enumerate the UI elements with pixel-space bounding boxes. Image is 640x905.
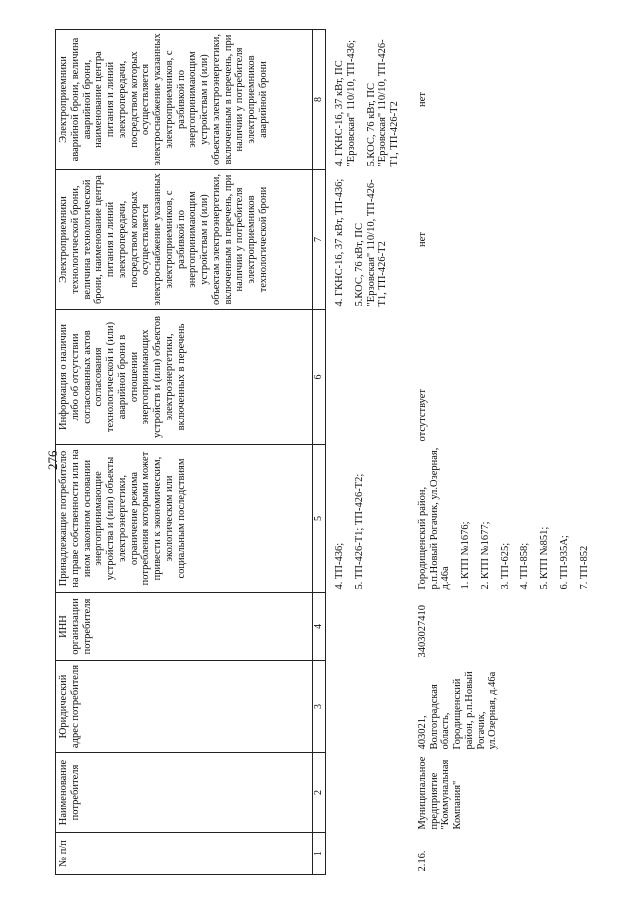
continuation-emergency-line: 4. ГКНС-16, 37 кВт, ПС "Ерзовская" 110/10, ТП-436; xyxy=(334,39,357,167)
entry-acts: отсутствует xyxy=(416,388,428,442)
continuation-emergency-line: 5.КОС, 76 кВт, ПС "Ерзовская" 110/10, ТП-426-Т1, ТП-426-Т2 xyxy=(365,39,400,167)
column-number: 1 xyxy=(313,833,326,875)
header-inn: ИНН организации потребителя xyxy=(56,593,313,661)
column-number: 8 xyxy=(313,30,326,170)
entry-tech-reserve: нет xyxy=(416,232,428,247)
entry-address: 403021, Волгоградская область, Городищенский район, р.п.Новый Рогачик, ул.Озерная, д.46а xyxy=(416,671,499,750)
header-objects: Принадлежащие потребителю на праве собственности или на ином законном основании энергопринимающие устройства и (или) объекты электроэнергетики, ограничение режима потребления которыми может привести к экономическим, экологическим или социальным последствиям xyxy=(56,445,313,593)
continuation-objects xyxy=(326,445,411,593)
document-sheet xyxy=(55,30,625,875)
continuation-tech-line: 5.КОС, 76 кВт, ПС "Ерзовская" 110/10, ТП-426-Т1, ТП-426-Т2 xyxy=(353,179,389,307)
column-number: 6 xyxy=(313,310,326,445)
continuation-object-line: 5. ТП-426-Т1; ТП-426-Т2; xyxy=(353,473,365,590)
column-number: 2 xyxy=(313,753,326,833)
column-number: 4 xyxy=(313,593,326,661)
continuation-row xyxy=(326,30,411,875)
entry-object-line: 1. КТП №1676; xyxy=(460,521,471,590)
entry-inn: 3403027410 xyxy=(416,605,428,658)
column-number: 5 xyxy=(313,445,326,593)
entry-object-line: 4. ТП-858; xyxy=(519,542,531,590)
entry-objects xyxy=(411,445,601,593)
entry-emergency-reserve: нет xyxy=(416,92,428,107)
entry-object-line: 2. КТП №1677; xyxy=(479,521,491,590)
entry-name: Муниципальное предприятие "Коммунальная Компания" xyxy=(416,756,463,830)
header-row xyxy=(56,30,313,875)
header-acts: Информация о наличии либо об отсутствии согласованных актов согласования технологической и (или) аварийной брони в отношении энергопринимающих устройств и (или) объектов электроэнергетики, включенных в перечень xyxy=(56,310,313,445)
column-number-row xyxy=(313,30,326,875)
entry-object-line: 6. ТП-935А; xyxy=(558,535,570,590)
entry-number: 2.16. xyxy=(416,850,428,872)
continuation-tech-reserve xyxy=(326,170,411,310)
continuation-emergency-reserve xyxy=(326,30,411,170)
header-emergency-reserve: Электроприемники аварийной брони, величина аварийной брони, наименование центра питания и линий электропередачи, посредством которых осуществляется электроснабжение указанных электроприемников, с разбивкой по энергопринимающим устройствам и (или) объектам электроэнергетики, включенным в перечень, при наличии у потребителя электроприемников аварийной брони xyxy=(56,30,313,170)
entry-object-line: 5. КТП №851; xyxy=(539,526,550,590)
page-number: 276 xyxy=(45,450,60,470)
header-tech-reserve: Электроприемники технологической брони, величина технологической брони, наименование центра питания и линий электропередачи, посредством которых осуществляется электроснабжение указанных электроприемников, с разбивкой по энергопринимающим устройствам и (или) объектам электроэнергетики, включенным в перечень, при наличии у потребителя электроприемников технологической брони xyxy=(56,170,313,310)
entry-object-line: 7. ТП-852 xyxy=(578,545,590,590)
table-row xyxy=(411,30,601,875)
entry-object-line: 3. ТП-625; xyxy=(499,542,511,590)
consumer-table xyxy=(55,29,600,875)
header-number: № п/п xyxy=(56,833,313,875)
column-number: 7 xyxy=(313,170,326,310)
column-number: 3 xyxy=(313,661,326,753)
header-address: Юридический адрес потребителя xyxy=(56,661,313,753)
continuation-tech-line: 4. ГКНС-16, 37 кВт, ТП-436; xyxy=(334,178,345,307)
continuation-object-line: 4. ТП-436; xyxy=(334,542,345,590)
entry-object-line: Городищенский район, р.п.Новый Рогачик, ул.Озерная, д.46а xyxy=(416,447,452,590)
header-name: Наименование потребителя xyxy=(56,753,313,833)
